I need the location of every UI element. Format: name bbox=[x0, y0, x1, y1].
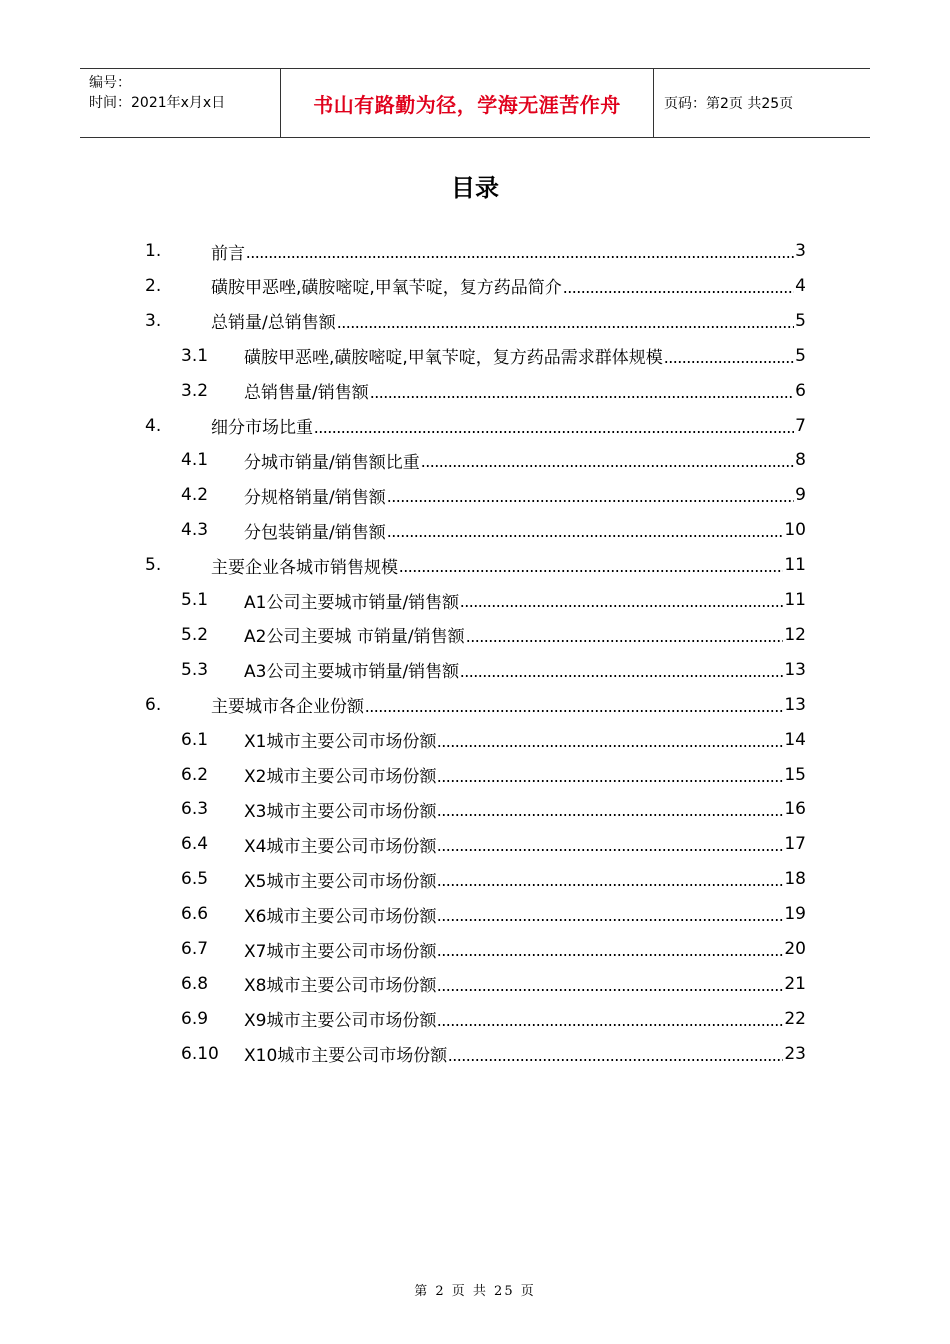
toc-entry-number: 3.2 bbox=[181, 380, 209, 401]
time-label: 时间：2021年x月x日 bbox=[89, 95, 226, 111]
toc-entry-page: 5 bbox=[795, 310, 806, 331]
toc-entry[interactable] bbox=[181, 445, 806, 475]
toc-entry-page: 22 bbox=[784, 1008, 806, 1029]
toc-entry[interactable] bbox=[181, 655, 806, 685]
toc-entry-title: X4城市主要公司市场份额 bbox=[244, 836, 437, 857]
toc-dot-leader bbox=[370, 396, 794, 398]
toc-dot-leader bbox=[437, 814, 783, 816]
toc-entry-page: 3 bbox=[795, 241, 806, 261]
toc-dot-leader bbox=[448, 1059, 783, 1061]
toc-entry-number: 5. bbox=[145, 555, 162, 576]
toc-entry[interactable] bbox=[181, 760, 806, 790]
toc-entry-page: 8 bbox=[795, 450, 806, 471]
toc-entry-page: 5 bbox=[795, 345, 806, 366]
toc-entry-number: 2. bbox=[145, 275, 162, 296]
toc-dot-leader bbox=[387, 500, 794, 502]
toc-entry-page: 12 bbox=[784, 624, 806, 645]
toc-entry-title: X6城市主要公司市场份额 bbox=[244, 906, 437, 927]
page-title: 目录 bbox=[451, 174, 499, 202]
toc-entry[interactable] bbox=[145, 236, 806, 266]
header-motto-cell bbox=[281, 69, 654, 137]
toc-entry-number: 4.2 bbox=[181, 485, 209, 506]
toc-entry-number: 6.8 bbox=[181, 973, 209, 994]
page-footer: 第 2 页 共 25 页 bbox=[414, 1284, 536, 1299]
toc-entry[interactable] bbox=[181, 829, 806, 859]
toc-entry[interactable] bbox=[181, 480, 806, 510]
toc-entry-title: 前言 bbox=[211, 243, 245, 264]
toc-entry-number: 5.1 bbox=[181, 590, 209, 610]
toc-entry-page: 9 bbox=[795, 485, 806, 506]
toc-entry-number: 6.5 bbox=[181, 869, 209, 890]
toc-entry[interactable] bbox=[181, 969, 806, 999]
toc-entry[interactable] bbox=[181, 794, 806, 824]
toc-dot-leader bbox=[437, 884, 783, 886]
toc-entry-title: X1城市主要公司市场份额 bbox=[244, 732, 437, 753]
toc-entry-number: 1. bbox=[145, 241, 162, 261]
toc-dot-leader bbox=[437, 780, 783, 782]
toc-dot-leader bbox=[460, 605, 783, 607]
toc-entry-title: 总销售量/销售额 bbox=[244, 383, 369, 404]
toc-dot-leader bbox=[337, 326, 794, 328]
page-label: 页码：第2页 共25页 bbox=[664, 96, 794, 112]
toc-dot-leader bbox=[437, 745, 783, 747]
toc-entry-number: 6.10 bbox=[181, 1043, 219, 1064]
toc-entry-title: X2城市主要公司市场份额 bbox=[244, 767, 437, 787]
toc-entry-number: 5.2 bbox=[181, 624, 209, 645]
toc-entry-title: X5城市主要公司市场份额 bbox=[244, 871, 437, 892]
toc-dot-leader bbox=[437, 1024, 783, 1026]
toc-dot-leader bbox=[437, 919, 783, 921]
toc-entry-number: 5.3 bbox=[181, 659, 209, 680]
toc-entry[interactable] bbox=[145, 306, 806, 336]
toc-entry-number: 4. bbox=[145, 415, 162, 436]
toc-dot-leader bbox=[437, 989, 783, 991]
toc-entry-number: 6.3 bbox=[181, 799, 209, 820]
toc-entry-number: 3. bbox=[145, 310, 162, 331]
toc-entry-page: 13 bbox=[784, 659, 806, 680]
motto-text: 书山有路勤为径，学海无涯苦作舟 bbox=[313, 92, 621, 117]
toc-entry-title: 磺胺甲恶唑,磺胺嘧啶,甲氧苄啶，复方药品简介 bbox=[211, 278, 562, 299]
toc-entry-title: X3城市主要公司市场份额 bbox=[244, 801, 437, 822]
toc-entry-title: A2公司主要城 市销量/销售额 bbox=[244, 627, 465, 648]
toc-entry-page: 23 bbox=[784, 1043, 806, 1064]
toc-dot-leader bbox=[365, 710, 783, 712]
toc-entry[interactable] bbox=[181, 620, 806, 650]
toc-entry-title: 主要城市各企业份额 bbox=[211, 697, 364, 718]
header-left-cell bbox=[80, 69, 281, 137]
toc-entry[interactable] bbox=[181, 515, 806, 545]
toc-dot-leader bbox=[563, 291, 794, 293]
toc-entry-number: 6.9 bbox=[181, 1008, 209, 1029]
toc-entry[interactable] bbox=[181, 376, 806, 406]
toc-entry-page: 15 bbox=[784, 764, 806, 785]
toc-entry[interactable] bbox=[181, 899, 806, 929]
toc-entry[interactable] bbox=[145, 271, 806, 301]
toc-dot-leader bbox=[437, 849, 783, 851]
toc-entry-page: 16 bbox=[784, 799, 806, 820]
toc-entry[interactable] bbox=[145, 411, 806, 441]
toc-entry-number: 3.1 bbox=[181, 345, 209, 366]
toc-entry[interactable] bbox=[181, 1004, 806, 1034]
toc-entry-page: 7 bbox=[795, 415, 806, 436]
toc-entry-number: 4.3 bbox=[181, 520, 209, 541]
toc-entry-number: 6.1 bbox=[181, 729, 209, 750]
toc-dot-leader bbox=[314, 431, 794, 433]
toc-entry-number: 6.2 bbox=[181, 764, 209, 785]
toc-entry-page: 19 bbox=[784, 904, 806, 925]
toc-entry-title: X8城市主要公司市场份额 bbox=[244, 976, 437, 997]
toc-entry-page: 4 bbox=[795, 275, 806, 296]
toc-entry[interactable] bbox=[181, 725, 806, 755]
toc-entry-number: 4.1 bbox=[181, 450, 209, 471]
toc-entry-title: A1公司主要城市销量/销售额 bbox=[244, 592, 460, 613]
toc-entry-page: 10 bbox=[784, 520, 806, 541]
serial-label: 编号： bbox=[89, 75, 131, 91]
header-table bbox=[80, 68, 870, 138]
toc-entry-number: 6.6 bbox=[181, 904, 209, 925]
toc-entry-title: 分城市销量/销售额比重 bbox=[244, 452, 420, 473]
toc-entry-title: 主要企业各城市销售规模 bbox=[211, 557, 398, 578]
toc-entry-number: 6. bbox=[145, 694, 162, 715]
toc-dot-leader bbox=[387, 535, 784, 537]
toc-entry-page: 17 bbox=[784, 834, 806, 855]
toc-entry-page: 18 bbox=[784, 869, 806, 890]
toc-entry-page: 20 bbox=[784, 939, 806, 959]
toc-entry-title: 总销量/总销售额 bbox=[211, 313, 336, 334]
toc-entry-title: X10城市主要公司市场份额 bbox=[244, 1046, 448, 1067]
toc-dot-leader bbox=[466, 640, 784, 642]
toc-entry-page: 11 bbox=[784, 555, 806, 576]
toc-entry-title: 分规格销量/销售额 bbox=[244, 487, 386, 508]
toc-entry-title: X7城市主要公司市场份额 bbox=[244, 941, 437, 962]
toc-entry-number: 6.7 bbox=[181, 939, 209, 959]
toc-entry[interactable] bbox=[145, 690, 806, 720]
toc-entry[interactable] bbox=[181, 864, 806, 894]
toc-dot-leader bbox=[664, 361, 794, 363]
toc-entry-title: X9城市主要公司市场份额 bbox=[244, 1011, 437, 1032]
toc-entry[interactable] bbox=[181, 585, 806, 615]
toc-entry[interactable] bbox=[181, 341, 806, 371]
toc-entry-page: 21 bbox=[784, 973, 806, 994]
toc-dot-leader bbox=[399, 570, 783, 572]
toc-dot-leader bbox=[421, 465, 794, 467]
toc-entry[interactable] bbox=[181, 1039, 806, 1069]
toc-entry[interactable] bbox=[145, 550, 806, 580]
header-page-cell bbox=[654, 69, 870, 137]
toc-entry-title: 分包装销量/销售额 bbox=[244, 522, 386, 543]
toc-entry-page: 11 bbox=[784, 590, 806, 610]
toc-entry-title: A3公司主要城市销量/销售额 bbox=[244, 662, 460, 683]
toc-entry-page: 14 bbox=[784, 729, 806, 750]
toc-dot-leader bbox=[246, 256, 794, 258]
toc-entry-number: 6.4 bbox=[181, 834, 209, 855]
toc-dot-leader bbox=[437, 954, 783, 956]
toc-entry-page: 6 bbox=[795, 380, 806, 401]
toc-entry-page: 13 bbox=[784, 694, 806, 715]
toc-dot-leader bbox=[460, 675, 783, 677]
toc-entry[interactable] bbox=[181, 934, 806, 964]
toc-entry-title: 细分市场比重 bbox=[211, 418, 313, 438]
toc-entry-title: 磺胺甲恶唑,磺胺嘧啶,甲氧苄啶，复方药品需求群体规模 bbox=[244, 348, 663, 369]
